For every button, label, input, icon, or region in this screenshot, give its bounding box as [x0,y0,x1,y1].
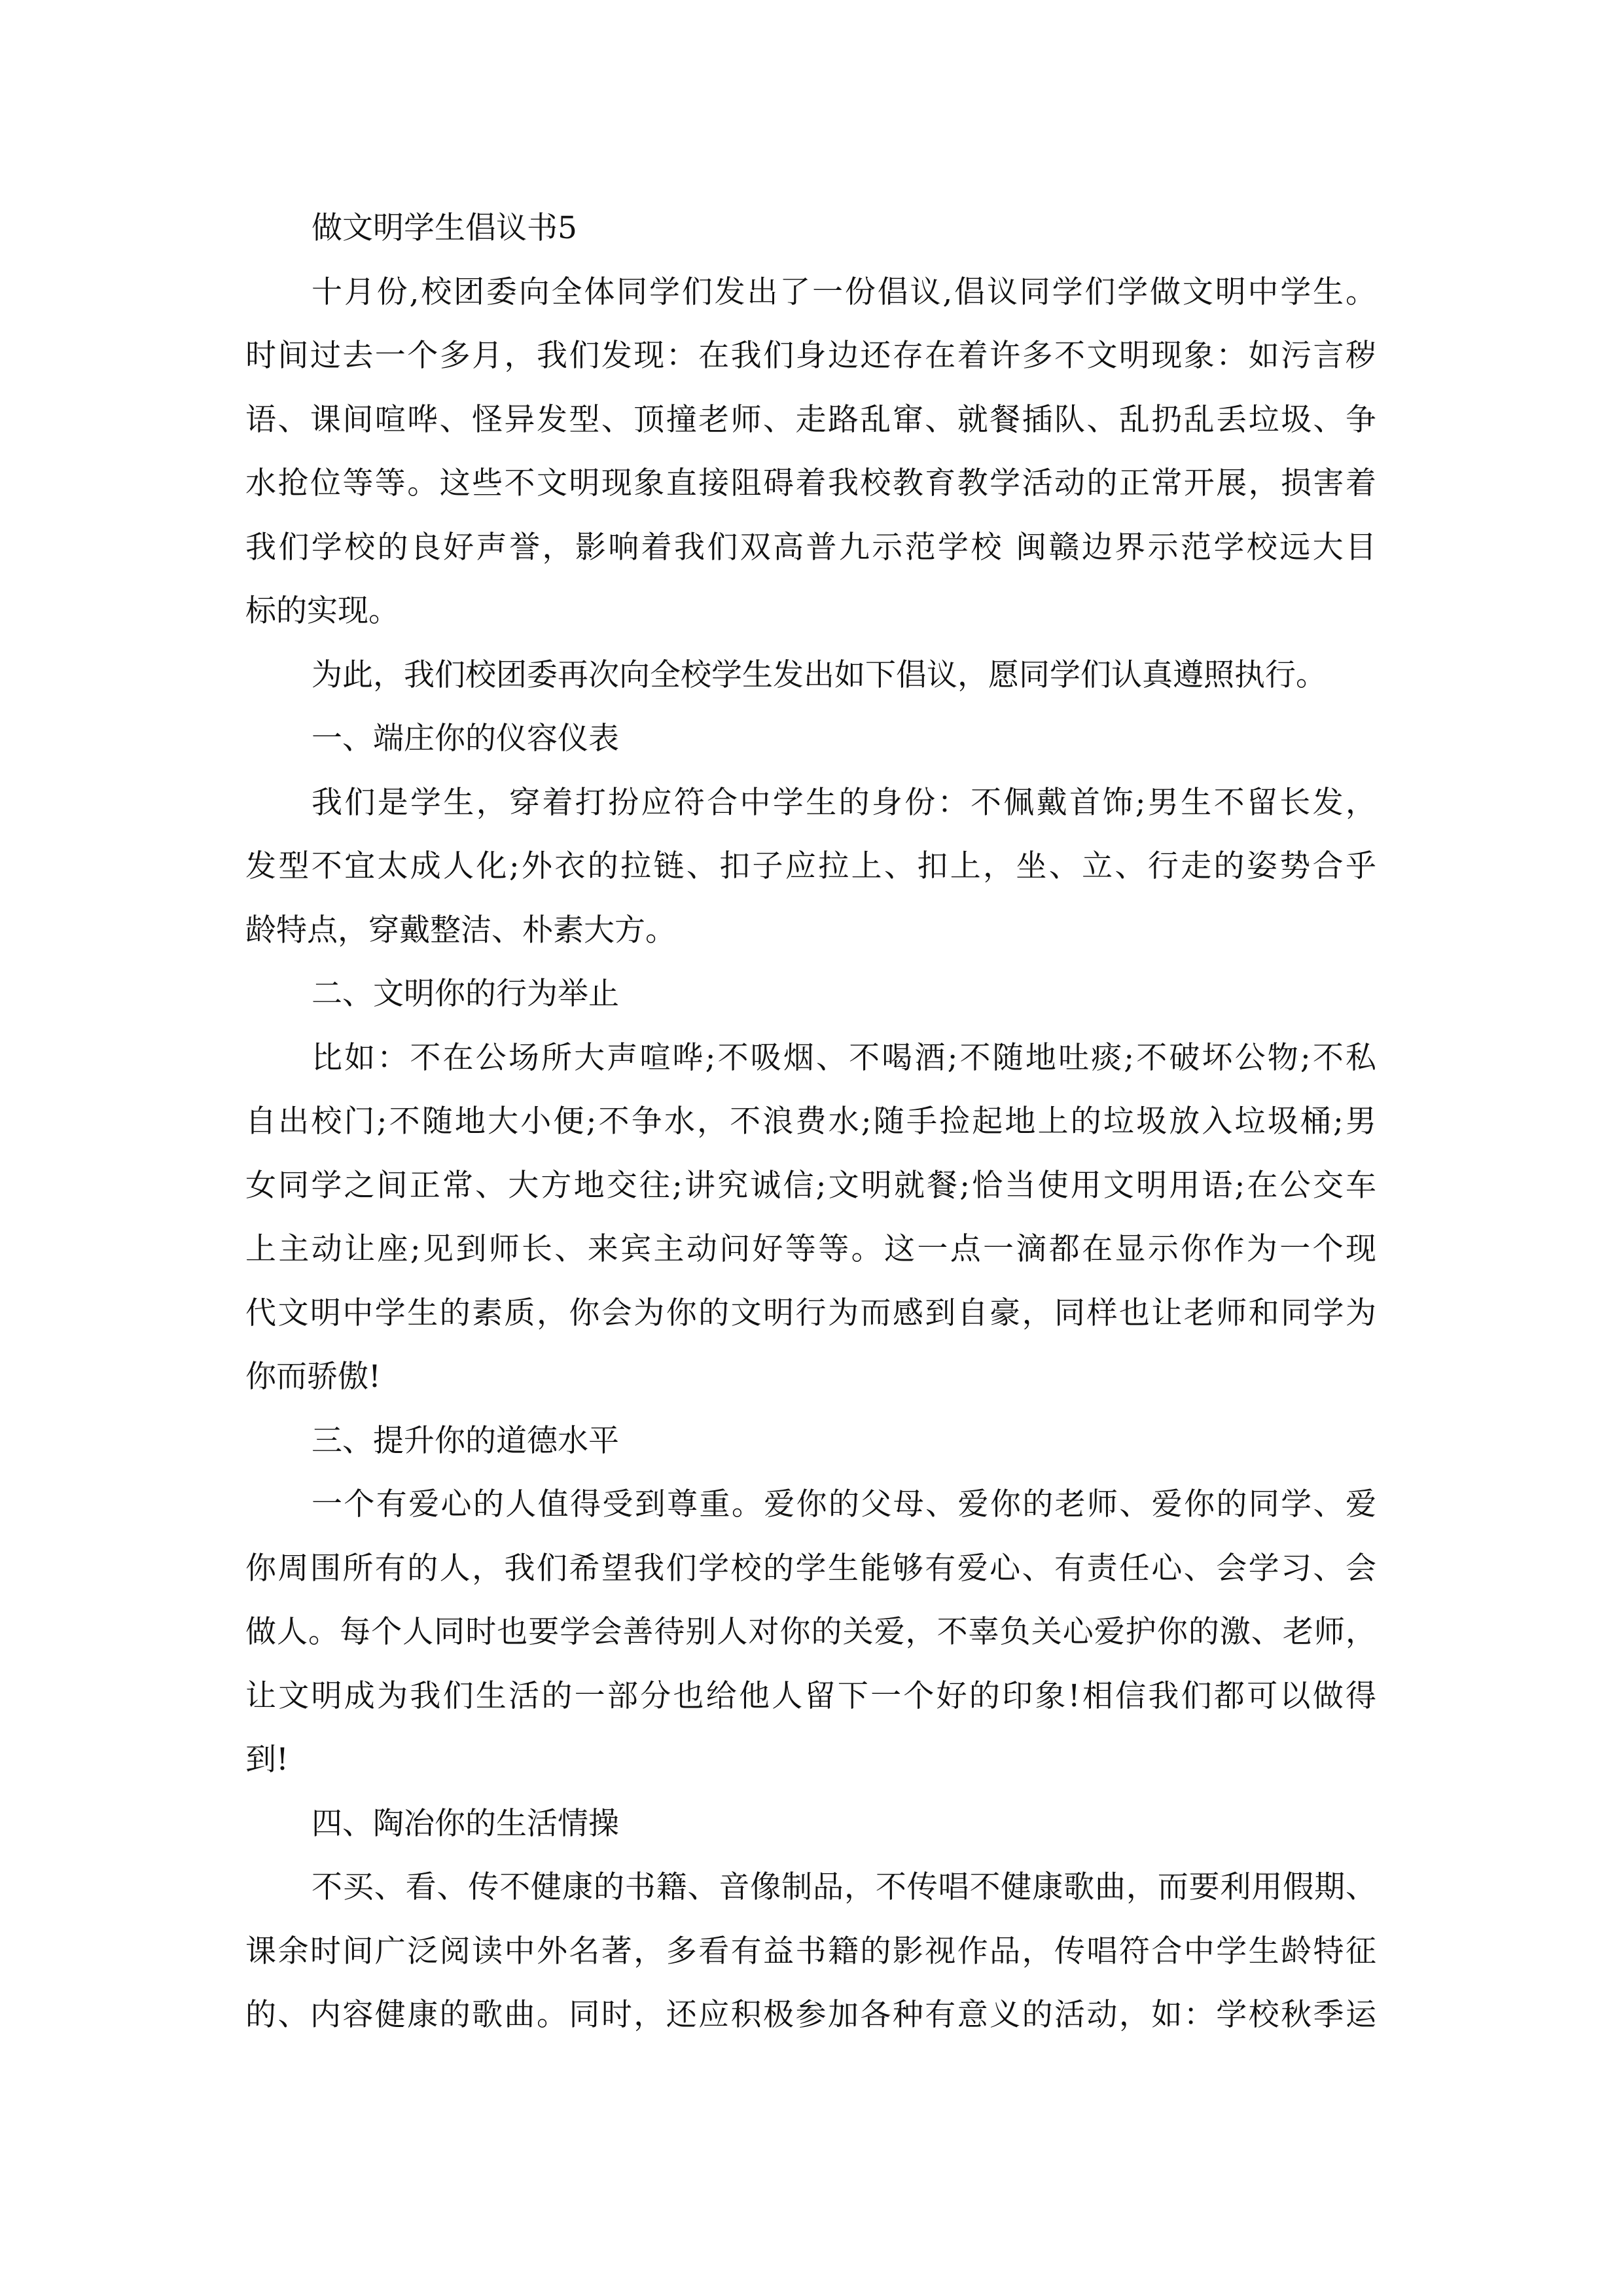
paragraph-line: 你周围所有的人，我们希望我们学校的学生能够有爱心、有责任心、会学习、会 [245,1550,1376,1587]
paragraph-line: 自出校门;不随地大小便;不争水，不浪费水;随手捡起地上的垃圾放入垃圾桶;男 [245,1103,1376,1139]
paragraph-line: 我们是学生，穿着打扮应符合中学生的身份：不佩戴首饰;男生不留长发， [312,784,1376,821]
paragraph-line: 时间过去一个多月，我们发现：在我们身边还存在着许多不文明现象：如污言秽 [245,338,1376,374]
document-title: 做文明学生倡议书5 [312,210,577,246]
section-heading: 一、端庄你的仪容仪表 [312,721,619,757]
paragraph-line: 到! [245,1742,289,1778]
paragraph-line: 为此，我们校团委再次向全校学生发出如下倡议，愿同学们认真遵照执行。 [312,656,1327,693]
paragraph-line: 标的实现。 [245,593,399,629]
section-heading: 四、陶冶你的生活情操 [312,1805,619,1842]
document-body [245,196,1376,2047]
paragraph-line: 我们学校的良好声誉，影响着我们双高普九示范学校 闽赣边界示范学校远大目 [245,529,1376,565]
paragraph-line: 不买、看、传不健康的书籍、音像制品，不传唱不健康歌曲，而要利用假期、 [312,1869,1376,1905]
paragraph-line: 让文明成为我们生活的一部分也给他人留下一个好的印象!相信我们都可以做得 [245,1677,1376,1714]
section-heading: 二、文明你的行为举止 [312,976,619,1012]
paragraph-line: 上主动让座;见到师长、来宾主动问好等等。这一点一滴都在显示你作为一个现 [245,1231,1376,1267]
paragraph-line: 代文明中学生的素质，你会为你的文明行为而感到自豪，同样也让老师和同学为 [245,1295,1376,1331]
paragraph-line: 水抢位等等。这些不文明现象直接阻碍着我校教育教学活动的正常开展，损害着 [245,465,1376,501]
paragraph-line: 发型不宜太成人化;外衣的拉链、扣子应拉上、扣上，坐、立、行走的姿势合乎 [245,848,1376,884]
paragraph-line: 十月份,校团委向全体同学们发出了一份倡议,倡议同学们学做文明中学生。 [312,274,1376,310]
paragraph-line: 比如：不在公场所大声喧哗;不吸烟、不喝酒;不随地吐痰;不破坏公物;不私 [312,1039,1376,1076]
paragraph-line: 的、内容健康的歌曲。同时，还应积极参加各种有意义的活动，如：学校秋季运 [245,1997,1376,2033]
paragraph-line: 课余时间广泛阅读中外名著，多看有益书籍的影视作品，传唱符合中学生龄特征 [245,1933,1376,1969]
paragraph-line: 语、课间喧哗、怪异发型、顶撞老师、走路乱窜、就餐插队、乱扔乱丢垃圾、争 [245,401,1376,438]
paragraph-line: 你而骄傲! [245,1359,381,1395]
paragraph-line: 龄特点，穿戴整洁、朴素大方。 [245,912,676,948]
paragraph-line: 做人。每个人同时也要学会善待别人对你的关爱，不辜负关心爱护你的激、老师， [245,1614,1376,1650]
paragraph-line: 女同学之间正常、大方地交往;讲究诚信;文明就餐;恰当使用文明用语;在公交车 [245,1167,1376,1204]
section-heading: 三、提升你的道德水平 [312,1422,619,1459]
paragraph-line: 一个有爱心的人值得受到尊重。爱你的父母、爱你的老师、爱你的同学、爱 [312,1486,1376,1522]
